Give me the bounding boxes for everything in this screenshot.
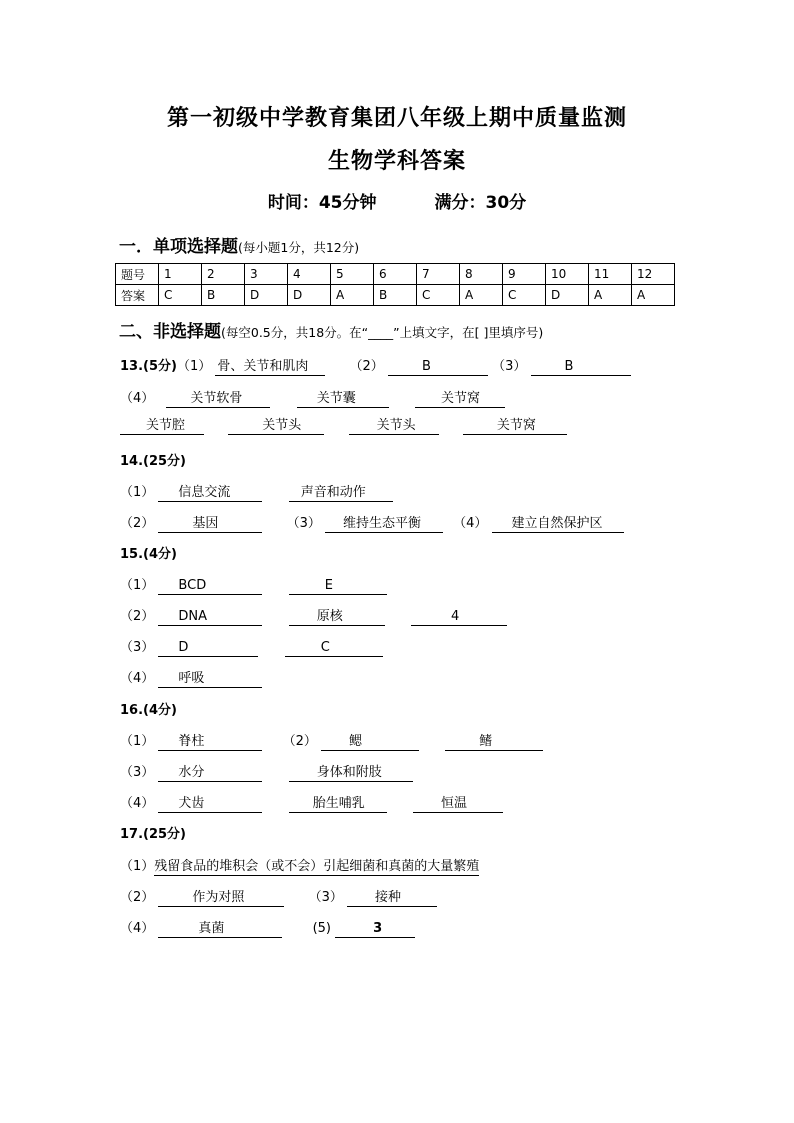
answer-blank: 信息交流 xyxy=(158,485,262,502)
document-subtitle: 生物学科答案 xyxy=(327,149,466,174)
answer-blank: 恒温 xyxy=(413,796,503,813)
q17-line-1 xyxy=(120,855,479,876)
answer-blank: 关节软骨 xyxy=(166,391,270,408)
table-cell: B xyxy=(202,285,245,306)
answer-blank: 维持生态平衡 xyxy=(325,516,443,533)
answer-blank: 基因 xyxy=(158,516,262,533)
answer-blank: 作为对照 xyxy=(158,890,284,907)
part-label: （1） xyxy=(120,578,155,593)
answer-blank: 关节囊 xyxy=(297,391,389,408)
table-cell: D xyxy=(546,285,589,306)
q14-line-1 xyxy=(120,481,393,502)
table-header-label: 题号 xyxy=(116,264,159,285)
section-2-heading xyxy=(119,317,543,342)
part-label: （4） xyxy=(120,796,155,811)
answer-blank: B xyxy=(531,359,631,376)
document-title: 第一初级中学教育集团八年级上期中质量监测 xyxy=(166,106,627,131)
part-label: （2） xyxy=(349,359,384,374)
part-label: （4） xyxy=(120,921,155,936)
question-15-header: 15.(4分) xyxy=(120,547,177,562)
answer-blank: 脊柱 xyxy=(158,734,262,751)
part-label: （1） xyxy=(120,485,155,500)
answer-blank: 关节头 xyxy=(228,418,324,435)
section-1-heading xyxy=(119,232,359,257)
answer-blank: 犬齿 xyxy=(158,796,262,813)
part-label: （3） xyxy=(286,516,321,531)
answer-blank: 原核 xyxy=(289,609,385,626)
table-cell: A xyxy=(632,285,675,306)
question-14-header: 14.(25分) xyxy=(120,454,187,469)
answer-blank: 声音和动作 xyxy=(289,485,393,502)
table-cell: 6 xyxy=(374,264,417,285)
answer-table xyxy=(115,263,675,306)
part-label: (5) xyxy=(312,921,331,936)
question-17-header: 17.(25分) xyxy=(120,827,187,842)
table-cell: D xyxy=(288,285,331,306)
q17-line-3 xyxy=(120,917,415,938)
answer-blank: 建立自然保护区 xyxy=(492,516,624,533)
answer-blank: 胎生哺乳 xyxy=(289,796,387,813)
part-label: （2） xyxy=(120,516,155,531)
q15-line-4 xyxy=(120,667,262,688)
answer-blank: 骨、关节和肌肉 xyxy=(215,359,325,376)
table-cell: B xyxy=(374,285,417,306)
q14-line-2 xyxy=(120,512,624,533)
answer-blank: 鳍 xyxy=(445,734,543,751)
answer-blank: 关节腔 xyxy=(120,418,204,435)
answer-blank: 3 xyxy=(335,921,415,938)
table-cell: C xyxy=(159,285,202,306)
table-answer-label: 答案 xyxy=(116,285,159,306)
answer-blank: 关节窝 xyxy=(415,391,505,408)
answer-blank: 4 xyxy=(411,609,507,626)
table-cell: 7 xyxy=(417,264,460,285)
table-cell: 3 xyxy=(245,264,288,285)
table-cell: 4 xyxy=(288,264,331,285)
part-label: （2） xyxy=(120,890,155,905)
answer-blank: 接种 xyxy=(347,890,437,907)
part-label: （3） xyxy=(492,359,527,374)
table-cell: 2 xyxy=(202,264,245,285)
exam-meta xyxy=(0,188,794,213)
answer-blank: BCD xyxy=(158,578,262,595)
section-2-title: 二、非选择题 xyxy=(119,322,221,342)
q16-line-2 xyxy=(120,761,413,782)
section-1-note: (每小题1分，共12分) xyxy=(238,240,360,255)
q13-line-3 xyxy=(120,418,567,435)
answer-blank: E xyxy=(289,578,387,595)
answer-blank: 鳃 xyxy=(321,734,419,751)
part-label: （1） xyxy=(176,359,212,374)
answer-blank: 真菌 xyxy=(158,921,282,938)
table-cell: 12 xyxy=(632,264,675,285)
q13-line-1 xyxy=(120,355,631,376)
q16-line-3 xyxy=(120,792,503,813)
answer-blank: B xyxy=(388,359,488,376)
q15-line-1 xyxy=(120,574,387,595)
answer-blank: 水分 xyxy=(158,765,262,782)
part-label: （2） xyxy=(282,734,317,749)
part-label: （1） xyxy=(120,859,155,874)
part-label: （1） xyxy=(120,734,155,749)
answer-blank: 关节头 xyxy=(349,418,439,435)
exam-time: 时间：45分钟 xyxy=(267,193,377,213)
q16-line-1 xyxy=(120,730,543,751)
answer-blank: 身体和附肢 xyxy=(289,765,413,782)
table-cell: 5 xyxy=(331,264,374,285)
answer-table-row-numbers xyxy=(116,264,675,285)
table-cell: 10 xyxy=(546,264,589,285)
table-cell: D xyxy=(245,285,288,306)
table-cell: C xyxy=(417,285,460,306)
part-label: （3） xyxy=(120,765,155,780)
table-cell: 1 xyxy=(159,264,202,285)
answer-table-row-answers xyxy=(116,285,675,306)
answer-blank: 关节窝 xyxy=(463,418,567,435)
part-label: （4） xyxy=(453,516,488,531)
q13-line-2 xyxy=(120,387,505,408)
answer-blank: 残留食品的堆积会（或不会）引起细菌和真菌的大量繁殖 xyxy=(154,859,480,874)
part-label: （4） xyxy=(120,391,155,406)
table-cell: 9 xyxy=(503,264,546,285)
question-13-header: 13.(5分) xyxy=(120,359,177,374)
q15-line-3 xyxy=(120,636,383,657)
part-label: （3） xyxy=(308,890,343,905)
table-cell: 8 xyxy=(460,264,503,285)
q17-line-2 xyxy=(120,886,437,907)
question-16-header: 16.(4分) xyxy=(120,703,177,718)
answer-blank: DNA xyxy=(158,609,262,626)
section-2-note: (每空0.5分，共18分。在“____”上填文字，在[ ]里填序号) xyxy=(221,325,544,340)
part-label: （2） xyxy=(120,609,155,624)
exam-full-score: 满分：30分 xyxy=(434,193,527,213)
answer-blank: 呼吸 xyxy=(158,671,262,688)
table-cell: A xyxy=(460,285,503,306)
answer-blank: C xyxy=(285,640,383,657)
table-cell: 11 xyxy=(589,264,632,285)
q15-line-2 xyxy=(120,605,507,626)
table-cell: A xyxy=(331,285,374,306)
table-cell: C xyxy=(503,285,546,306)
section-1-title: 一．单项选择题 xyxy=(119,237,238,257)
part-label: （3） xyxy=(120,640,155,655)
answer-blank: D xyxy=(158,640,258,657)
part-label: （4） xyxy=(120,671,155,686)
table-cell: A xyxy=(589,285,632,306)
